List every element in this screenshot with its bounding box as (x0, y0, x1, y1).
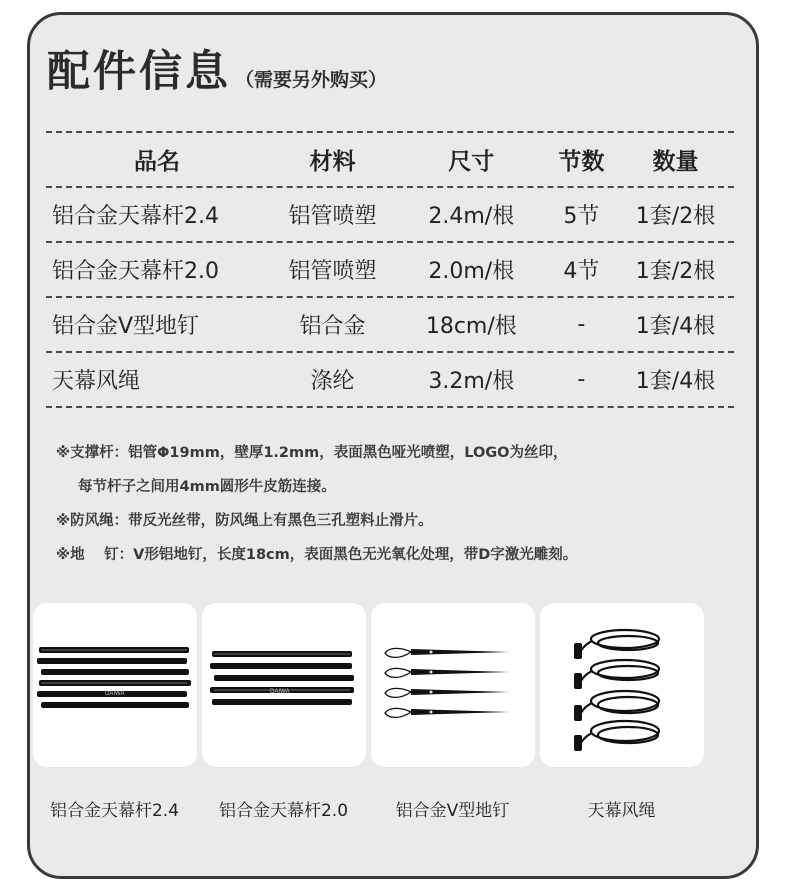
column-header-size: 尺寸 (448, 149, 495, 175)
cell-name: 铝合金V型地钉 (52, 314, 200, 339)
cell-material: 涤纶 (310, 369, 355, 394)
cell-name: 铝合金天幕杆2.4 (52, 204, 219, 229)
cell-size: 2.0m/根 (428, 259, 515, 284)
page-subtitle: （需要另外购买） (235, 69, 388, 91)
tent-pole-bundle-icon (202, 603, 366, 767)
note-stake: ※地 钉：V形铝地钉，长度18cm，表面黑色无光氧化处理，带D字激光雕刻。 (56, 547, 578, 563)
cell-sections: 5节 (563, 204, 600, 229)
ground-stake-icon (371, 603, 535, 767)
cell-name: 天幕风绳 (52, 369, 141, 394)
caption-pole-2-0: 铝合金天幕杆2.0 (218, 801, 349, 821)
cell-sections: - (577, 312, 586, 337)
column-header-name: 品名 (134, 149, 181, 175)
note-pole: ※支撑杆：铝管Φ19mm，壁厚1.2mm，表面黑色哑光喷塑，LOGO为丝印， (56, 445, 568, 461)
product-captions (33, 796, 733, 822)
column-header-sections: 节数 (558, 149, 605, 175)
cell-material: 铝管喷塑 (288, 259, 377, 284)
note-pole-continued: 每节杆子之间用4mm圆形牛皮筋连接。 (78, 479, 336, 495)
cell-material: 铝合金 (299, 314, 366, 339)
column-header-quantity: 数量 (652, 149, 699, 175)
header (47, 38, 387, 99)
guy-rope-icon (540, 603, 704, 767)
cell-size: 2.4m/根 (428, 204, 515, 229)
cell-material: 铝管喷塑 (288, 204, 377, 229)
table-row (46, 188, 734, 241)
caption-pole-2-4: 铝合金天幕杆2.4 (49, 801, 180, 821)
cell-size: 18cm/根 (425, 314, 517, 339)
table-header-row (46, 133, 734, 186)
product-image-rope (540, 603, 704, 767)
cell-quantity: 1套/4根 (635, 314, 716, 339)
cell-quantity: 1套/4根 (635, 369, 716, 394)
column-header-material: 材料 (309, 149, 356, 175)
product-image-pole-2-0 (202, 603, 366, 767)
product-thumbnails (33, 603, 733, 767)
svg-text:DAIWA: DAIWA (270, 689, 290, 695)
table-row (46, 298, 734, 351)
tent-pole-bundle-icon (33, 603, 197, 767)
page-title: 配件信息 (47, 47, 231, 97)
caption-rope: 天幕风绳 (587, 801, 656, 821)
table-row (46, 243, 734, 296)
cell-size: 3.2m/根 (428, 369, 515, 394)
spec-notes (56, 440, 577, 576)
table-divider (46, 406, 734, 408)
note-rope: ※防风绳：带反光丝带，防风绳上有黑色三孔塑料止滑片。 (56, 513, 433, 529)
product-image-pole-2-4 (33, 603, 197, 767)
cell-sections: - (577, 367, 586, 392)
spec-table (46, 131, 734, 408)
svg-text:DAIWA: DAIWA (105, 691, 125, 697)
cell-quantity: 1套/2根 (635, 204, 716, 229)
table-row (46, 353, 734, 406)
cell-quantity: 1套/2根 (635, 259, 716, 284)
cell-sections: 4节 (563, 259, 600, 284)
cell-name: 铝合金天幕杆2.0 (52, 259, 219, 284)
caption-stake: 铝合金V型地钉 (395, 801, 510, 821)
product-image-stake (371, 603, 535, 767)
